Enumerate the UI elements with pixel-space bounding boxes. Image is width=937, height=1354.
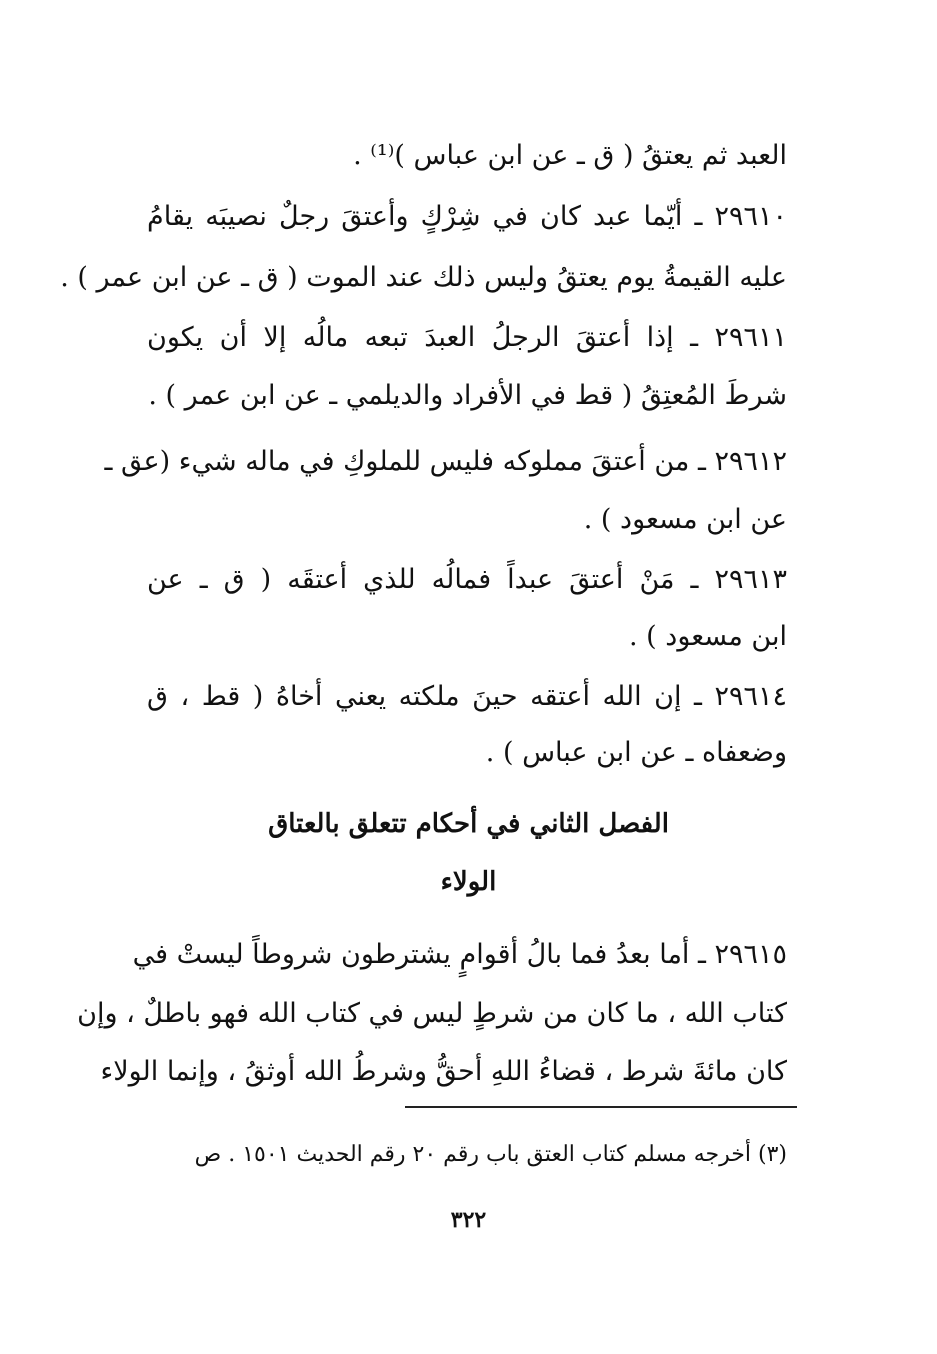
hadith-29615-line-2: كتاب الله ، ما كان من شرطٍ ليس في كتاب الله فهو باطلٌ ، وإن <box>77 998 787 1029</box>
section-title: الفصل الثاني في أحكام تتعلق بالعتاق <box>268 809 669 839</box>
hadith-29611-line-2: شرطَ المُعتِقُ ( قط في الأفراد والديلمي ـ عن ابن عمر ) . <box>148 380 787 411</box>
page-number: ٣٢٢ <box>450 1207 487 1233</box>
text-line: العبد ثم يعتقُ ( ق ـ عن ابن عباس )⁽¹⁾ . <box>353 140 787 171</box>
hadith-29613-line-1: ٢٩٦١٣ ـ مَنْ أعتقَ عبداً فمالُه للذي أعتقَه ( ق ـ عن <box>147 564 787 595</box>
hadith-29615-line-1: ٢٩٦١٥ ـ أما بعدُ فما بالُ أقوامٍ يشترطون شروطاً ليستْ في <box>132 939 787 970</box>
hadith-29614-line-1: ٢٩٦١٤ ـ إن الله أعتقه حينَ ملكته يعني أخاهُ ( قط ، ق <box>147 681 787 712</box>
footnote-divider <box>405 1106 797 1108</box>
hadith-29611-line-1: ٢٩٦١١ ـ إذا أعتقَ الرجلُ العبدَ تبعه مالُه إلا أن يكون <box>147 322 787 353</box>
hadith-29613-line-2: ابن مسعود ) . <box>629 621 787 652</box>
hadith-29610-line-2: عليه القيمةُ يوم يعتقُ وليس ذلك عند الموت ( ق ـ عن ابن عمر ) . <box>60 262 787 293</box>
hadith-29612-line-1: ٢٩٦١٢ ـ من أعتقَ مملوكه فليس للملوكِ في ماله شيء (عق ـ <box>104 446 787 477</box>
hadith-29610-line-1: ٢٩٦١٠ ـ أيّما عبد كان في شِرْكٍ وأعتقَ رجلٌ نصيبَه يقامُ <box>147 201 787 232</box>
footnote: (٣) أخرجه مسلم كتاب العتق باب رقم ٢٠ رقم الحديث ١٥٠١ . ص <box>194 1142 787 1167</box>
hadith-29614-line-2: وضعفاه ـ عن ابن عباس ) . <box>485 737 787 768</box>
hadith-29615-line-3: كان مائةَ شرط ، قضاءُ اللهِ أحقُّ وشرطُ الله أوثقُ ، وإنما الولاء <box>100 1056 787 1087</box>
section-subtitle: الولاء <box>440 867 497 897</box>
hadith-29612-line-2: عن ابن مسعود ) . <box>583 504 787 535</box>
